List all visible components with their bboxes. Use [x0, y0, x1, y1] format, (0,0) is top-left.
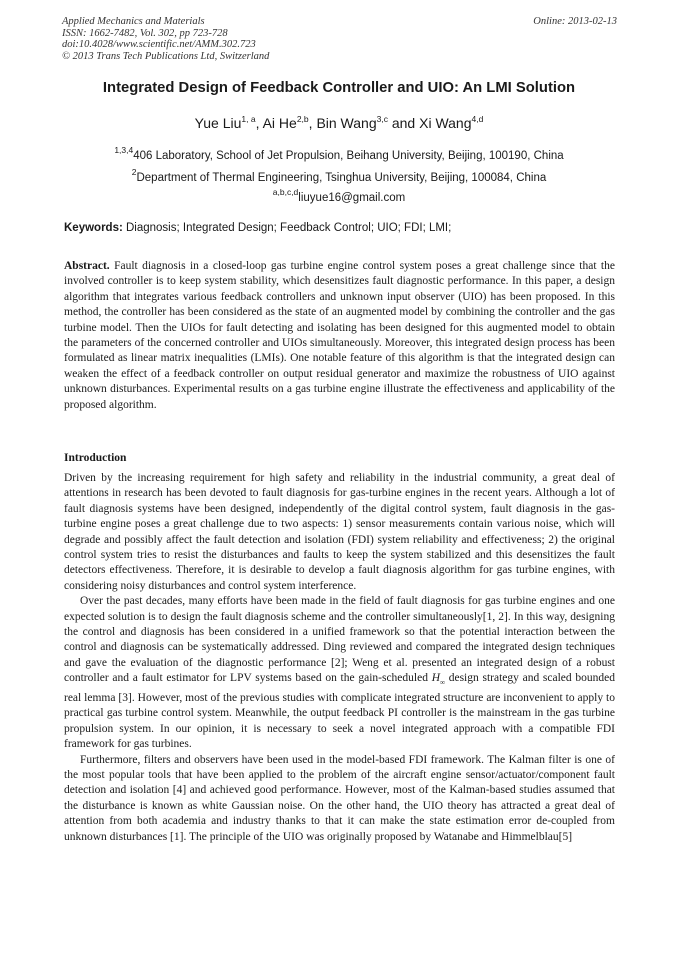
intro-paragraph-2b: design strategy and scaled bounded real lemma [3]. However, most of the previous studies with complicate integrated structure are inconvenient to apply to practical gas turbine control system. Meanwhile, the output feedback PI controller is the mainstream in the gas turbine propulsion system. In our opinion, it is necessary to seek a novel integrated approach with a compatible FDI framework for gas turbines.: [64, 672, 615, 751]
keywords-label: Keywords:: [64, 222, 123, 234]
affiliation-text: 406 Laboratory, School of Jet Propulsion, Beihang University, Beijing, 100190, China: [133, 150, 564, 162]
online-date: Online: 2013-02-13: [533, 16, 617, 27]
h-infinity-symbol: [431, 672, 445, 687]
copyright-line: © 2013 Trans Tech Publications Ltd, Switzerland: [62, 50, 270, 62]
abstract-label: Abstract.: [64, 260, 110, 272]
doi-line: doi:10.4028/www.scientific.net/AMM.302.723: [62, 39, 256, 50]
h-infinity-subscript: ∞: [440, 678, 445, 687]
author-name: Bin Wang: [316, 115, 377, 131]
author-sup: 3,c: [376, 114, 388, 124]
publication-meta: [62, 16, 617, 62]
author-name: Ai He: [262, 115, 297, 131]
abstract-text: Fault diagnosis in a closed-loop gas turbine engine control system poses a great challenge since that the involved controller is to keep system stability, which desensitizes fault diagnostic performance. In this paper, a design algorithm that integrates various feedback controllers and unknown input observer (UIO) has been proposed. In this method, the controller has been considered as the state of an augmented model by combining the controller and the gas turbine model. Then the UIOs for fault detecting and isolating has been designed for this augmented model to obtain the parameters of the concerned controller and UIOs simultaneously. Moreover, this integrated design process has been formulated as linear matrix inequalities (LMIs). One notable feature of this algorithm is that the integrated design can weaken the effect of a feedback controller on output residual generator and maximize the robustness of UIO against unknown disturbances. Experimental results on a gas turbine engine illustrate the effectiveness and applicability of the proposed algorithm.: [64, 260, 615, 411]
intro-paragraph-2a: Over the past decades, many efforts have been made in the field of fault diagnosis for gas turbine engines and one expected solution is to design the fault diagnosis scheme and the controller simultaneously[1, 2]. In this way, designing the control and diagnosis has been considered in a unified framework so that the potential interaction between the control and diagnosis can be systematically addressed. Ding reviewed and compared the integrated design techniques and gave the evaluation of the diagnostic performance [2]; Weng et al. presented an integrated design of a robust controller and a fault estimator for LPV systems based on the gain-scheduled: [64, 595, 615, 685]
intro-paragraph-2: [64, 594, 615, 752]
intro-paragraph-1: Driven by the increasing requirement for high safety and reliability in the industrial community, a great deal of attentions in research has been devoted to fault diagnosis for gas-turbine engines in the recent years. Although a lot of fault diagnosis systems have been designed, independently of the digital control system, fault diagnosis in the gas-turbine engine poses a great challenge due to two aspects: 1) sensor measurements contain various noise, which will degrade and possibly affect the fault detection and isolation (FDI) system reliability and effectiveness; 2) the original control system tries to resist the disturbances and faults to keep the system stabilized and this desensitizes the fault detectors effectiveness. Therefore, it is desirable to develop a fault diagnosis algorithm for gas turbine engines, with considering noisy disturbances and control system interference.: [64, 472, 615, 592]
email-sup: a,b,c,d: [272, 187, 299, 197]
affiliation-sup: 2: [131, 167, 137, 177]
author-name: Xi Wang: [419, 115, 472, 131]
author-sup: 4,d: [471, 114, 484, 124]
affiliation-text: Department of Thermal Engineering, Tsinghua University, Beijing, 100084, China: [136, 172, 547, 184]
journal-name: Applied Mechanics and Materials: [62, 16, 205, 27]
h-infinity-letter: H: [431, 672, 440, 685]
keywords: [64, 222, 616, 234]
author-separator: ,: [308, 115, 317, 131]
author-name: Yue Liu: [194, 115, 242, 131]
issn-line: ISSN: 1662-7482, Vol. 302, pp 723-728: [62, 27, 228, 39]
author-separator: ,: [255, 115, 263, 131]
contact-email: [0, 187, 678, 204]
paper-title: Integrated Design of Feedback Controller and UIO: An LMI Solution: [102, 80, 576, 96]
intro-paragraph-3: Furthermore, filters and observers have been used in the model-based FDI framework. The Kalman filter is one of the most popular tools that have been applied to the problem of the aircraft engine sensor/actuator/component fault detection and isolation [4] and achieved good performance. However, most of the Kalman-based studies assumed that the disturbance is known as white Gaussian noise. On the other hand, the UIO theory has attracted a great deal of attention from both academia and industry thanks to that it can make the state estimation error de-coupled from unknown disturbances [1]. The principle of the UIO was originally proposed by Watanabe and Himmelblau[5]: [64, 753, 615, 843]
abstract: [64, 259, 615, 413]
affiliation-1: [0, 145, 678, 162]
section-heading-introduction: Introduction: [64, 452, 127, 464]
keywords-text: Diagnosis; Integrated Design; Feedback Control; UIO; FDI; LMI;: [122, 222, 452, 234]
affiliation-2: [0, 167, 678, 184]
author-separator: and: [387, 115, 420, 131]
author-list: [0, 114, 678, 131]
author-sup: 2,b: [296, 114, 309, 124]
introduction-body: [64, 471, 615, 845]
email-address: liuyue16@gmail.com: [298, 192, 406, 204]
affiliation-sup: 1,3,4: [114, 145, 134, 155]
author-sup: 1, a: [241, 114, 256, 124]
